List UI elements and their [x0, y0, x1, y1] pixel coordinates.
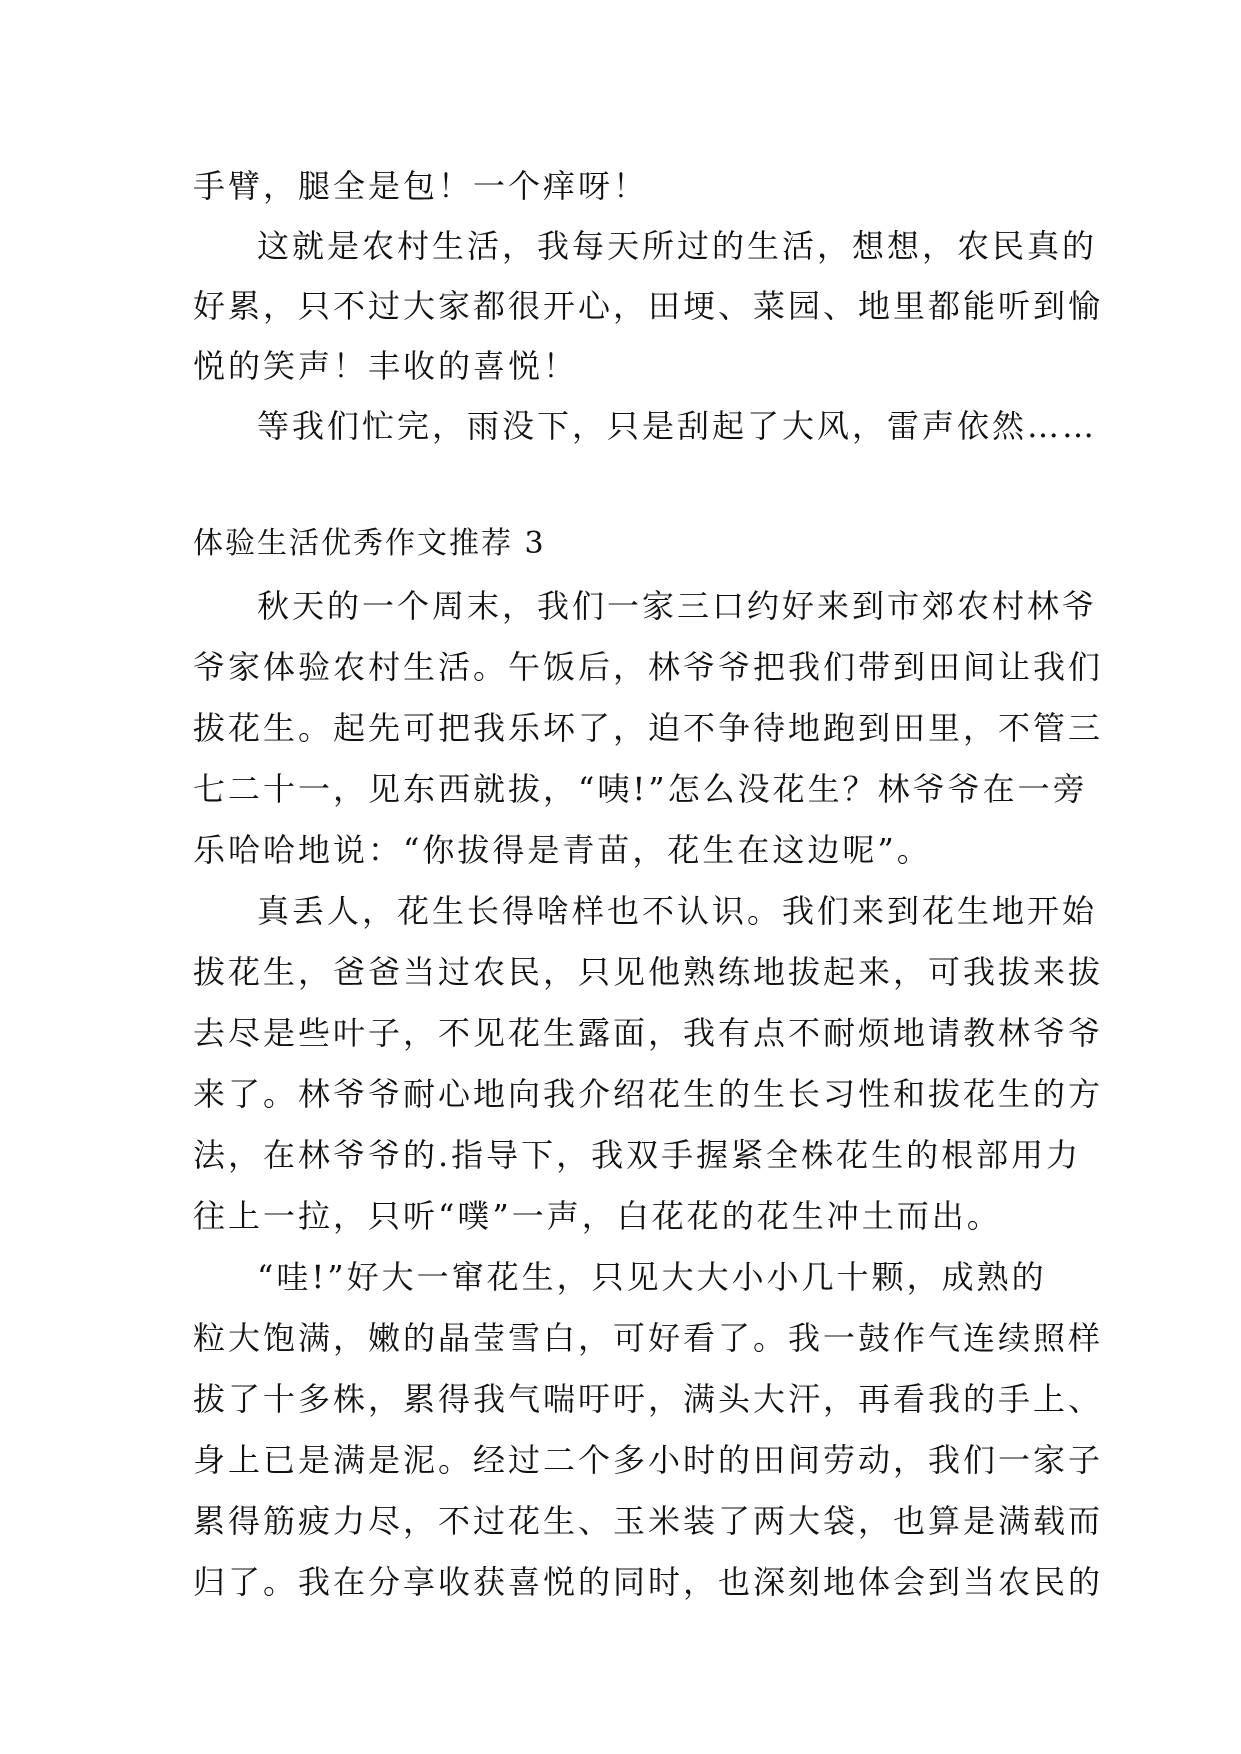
paragraph-line: 归了。我在分享收获喜悦的同时，也深刻地体会到当农民的 — [193, 1563, 1104, 1601]
paragraph-line: 这就是农村生活，我每天所过的生活，想想，农民真的 — [257, 227, 1098, 265]
paragraph-line: 去尽是些叶子，不见花生露面，我有点不耐烦地请教林爷爷 — [193, 1014, 1104, 1052]
paragraph-line: 秋天的一个周末，我们一家三口约好来到市郊农村林爷 — [257, 587, 1098, 625]
paragraph-line: 手臂，腿全是包！一个痒呀！ — [193, 167, 649, 205]
paragraph-line: 爷家体验农村生活。午饭后，林爷爷把我们带到田间让我们 — [193, 648, 1104, 686]
paragraph-line: “哇!”好大一窜花生，只见大大小小几十颗，成熟的 — [257, 1258, 1047, 1296]
paragraph-line: 好累，只不过大家都很开心，田埂、菜园、地里都能听到愉 — [193, 287, 1104, 325]
section-heading: 体验生活优秀作文推荐 3 — [193, 526, 546, 561]
paragraph-line: 七二十一，见东西就拔，“咦!”怎么没花生？林爷爷在一旁 — [193, 770, 1088, 808]
paragraph-line: 乐哈哈地说：“你拔得是青苗，花生在这边呢”。 — [193, 831, 932, 869]
paragraph-line: 真丢人，花生长得啥样也不认识。我们来到花生地开始 — [257, 892, 1098, 930]
paragraph-line: 法，在林爷爷的.指导下，我双手握紧全株花生的根部用力 — [193, 1136, 1082, 1174]
paragraph-line: 悦的笑声！丰收的喜悦！ — [193, 347, 579, 385]
paragraph-line: 粒大饱满，嫩的晶莹雪白，可好看了。我一鼓作气连续照样 — [193, 1319, 1104, 1357]
paragraph-line: 拔花生，爸爸当过农民，只见他熟练地拔起来，可我拔来拔 — [193, 953, 1104, 991]
paragraph-line: 拔花生。起先可把我乐坏了，迫不争待地跑到田里，不管三 — [193, 709, 1104, 747]
paragraph-line: 来了。林爷爷耐心地向我介绍花生的生长习性和拔花生的方 — [193, 1075, 1104, 1113]
paragraph-line: 等我们忙完，雨没下，只是刮起了大风，雷声依然…… — [257, 407, 1098, 445]
paragraph-line: 身上已是满是泥。经过二个多小时的田间劳动，我们一家子 — [193, 1441, 1104, 1479]
paragraph-line: 拔了十多株，累得我气喘吁吁，满头大汗，再看我的手上、 — [193, 1380, 1104, 1418]
paragraph-line: 累得筋疲力尽，不过花生、玉米装了两大袋，也算是满载而 — [193, 1502, 1104, 1540]
paragraph-line: 往上一拉，只听“噗”一声，白花花的花生冲土而出。 — [193, 1197, 1002, 1235]
